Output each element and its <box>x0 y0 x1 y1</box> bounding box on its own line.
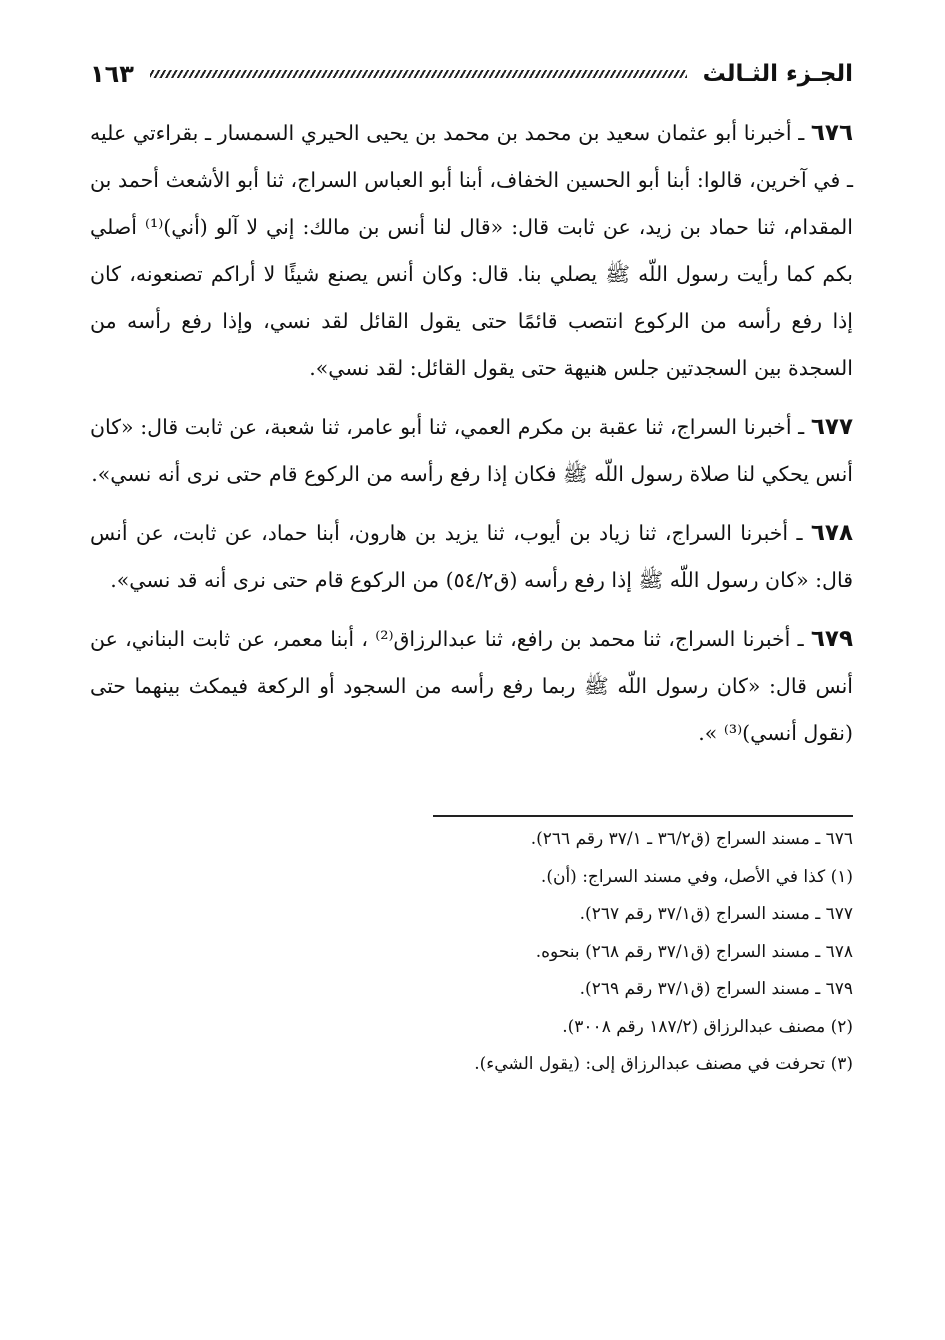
hadith-text: ـ أخبرنا السراج، ثنا عقبة بن مكرم العمي، ثنا أبو عامر، ثنا شعبة، عن ثابت قال: «كان أنس يحكي لنا صلاة رسول اللّه ﷺ فكان إذا رفع رأسه من الركوع قام حتى نرى أنه نسي». <box>90 415 853 486</box>
hadith-text: ـ أخبرنا السراج، ثنا محمد بن رافع، ثنا عبدالرزاق⁽²⁾ ، أبنا معمر، عن ثابت البناني، عن أنس قال: «كان رسول اللّه ﷺ ربما رفع رأسه من السجود أو الركعة فيمكث بينهما حتى (نقول أنسي)⁽³⁾ ». <box>90 627 853 745</box>
footnote-line: ٦٧٩ ـ مسند السراج (ق٣٧/١ رقم ٢٦٩). <box>579 979 853 999</box>
main-text <box>90 110 853 757</box>
running-title: الجـزء الثـالث <box>702 61 853 87</box>
footnote-line: ٦٧٦ ـ مسند السراج (ق٣٦/٢ ـ ٣٧/١ رقم ٢٦٦). <box>530 829 853 849</box>
hadith-text: ـ أخبرنا أبو عثمان سعيد بن محمد بن محمد بن يحيى الحيري السمسار ـ بقراءتي عليه ـ في آخرين، قالوا: أبنا أبو الحسين الخفاف، أبنا أبو العباس السراج، ثنا أبو الأشعث أحمد بن المقدام، ثنا حماد بن زيد، عن ثابت قال: «قال لنا أنس بن مالك: إني لا آلو (أني)⁽¹⁾ أصلي بكم كما رأيت رسول اللّه ﷺ يصلي بنا. قال: وكان أنس يصنع شيئًا لا أراكم تصنعونه، كان إذا رفع رأسه من الركوع انتصب قائمًا حتى يقول القائل لقد نسي، وإذا رفع رأسه من السجدة بين السجدتين جلس هنيهة حتى يقول القائل: لقد نسي». <box>90 121 854 380</box>
footnote-line: (٢) مصنف عبدالرزاق (١٨٧/٢ رقم ٣٠٠٨). <box>562 1016 853 1037</box>
hadith-paragraph <box>90 510 853 604</box>
footnote-line: ٦٧٧ ـ مسند السراج (ق٣٧/١ رقم ٢٦٧). <box>579 904 853 924</box>
hadith-number: ٦٧٩ <box>810 626 853 652</box>
page-number: ١٦٣ <box>90 60 134 88</box>
footnote-rule <box>433 815 853 817</box>
hadith-number: ٦٧٨ <box>810 520 853 546</box>
hadith-paragraph <box>90 110 853 392</box>
footnote-line: (٣) تحرفت في مصنف عبدالرزاق إلى: (يقول الشيء). <box>474 1054 853 1074</box>
footnote-line: (١) كذا في الأصل، وفي مسند السراج: (أن). <box>540 866 853 887</box>
footnotes <box>90 815 853 1084</box>
hadith-paragraph <box>90 616 853 757</box>
page-header <box>90 56 853 92</box>
hadith-text: ـ أخبرنا السراج، ثنا زياد بن أيوب، ثنا يزيد بن هارون، أبنا حماد، عن ثابت، عن أنس قال: «كان رسول اللّه ﷺ إذا رفع رأسه (ق٥٤/٢) من الركوع قام حتى نرى أنه قد نسي». <box>90 521 853 592</box>
hadith-paragraph <box>90 404 853 498</box>
hadith-number: ٦٧٧ <box>810 414 853 440</box>
header-rule <box>150 70 687 78</box>
hadith-number: ٦٧٦ <box>810 120 853 146</box>
footnote-line: ٦٧٨ ـ مسند السراج (ق٣٧/١ رقم ٢٦٨) بنحوه. <box>535 941 853 962</box>
